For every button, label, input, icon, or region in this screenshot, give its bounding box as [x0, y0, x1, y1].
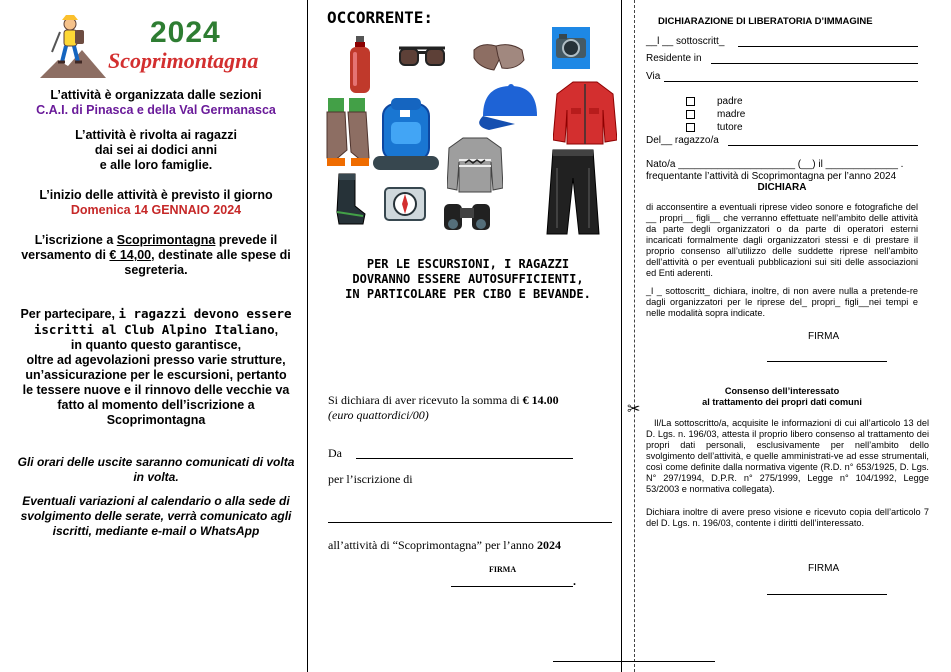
- declares-heading: DICHIARA: [757, 182, 807, 193]
- organizers-block: [10, 88, 302, 118]
- hiker-icon: [38, 12, 108, 80]
- target-line-1: L’attività è rivolta ai ragazzi: [75, 128, 237, 142]
- notice-line-1: PER LE ESCURSIONI, I RAGAZZI: [366, 257, 570, 271]
- times-block: [10, 455, 302, 485]
- privacy-paragraph: Il/La sottoscritto/a, acquisite le informazioni di cui all’articolo 13 del D. Lgs. n. 196/03, attesta il proprio libero consenso al trattamento dei propri dati personali, esclusivamente per nell’ambito dello svolgimento dell’attività, e quelle amministrati-ve ad esse strumentali, così come definite dalla normativa vigente (R.D. n° 653/1925, D. Lgs. N° 297/1994, D.P.R. n° 275/1999, Legge n° 104/1992, Legge 53/2003 e normativa collegata).: [646, 418, 929, 494]
- no-claim-paragraph: _l _ sottoscritt_ dichiara, inoltre, di non avere nulla a pretende-re dagli organizzatori per le riprese del_ propri_ figli__nei tempi e nelle modalità sopra indicate.: [646, 286, 918, 318]
- binoculars-icon: [440, 198, 494, 234]
- notice-line-3: IN PARTICOLARE PER CIBO E BEVANDE.: [345, 287, 591, 301]
- variations-block: [10, 494, 302, 539]
- residence-label: Residente in: [646, 53, 702, 64]
- receipt-text: Si dichiara di aver ricevuto la somma di: [328, 393, 523, 407]
- boots-icon: [325, 96, 371, 170]
- logo-year: 2024: [150, 16, 221, 49]
- cai-club-name: iscritti al Club Alpino Italiano: [33, 322, 275, 337]
- variations-line-3: iscritti, mediante e-mail o WhatsApp: [52, 524, 260, 538]
- receipt-activity-text: all’attività di “Scoprimontagna” per l’anno: [328, 538, 537, 552]
- bottom-line: [553, 661, 715, 662]
- compass-icon: [383, 184, 427, 224]
- receipt-signature-period: .: [573, 574, 576, 588]
- cai-text-mono: i ragazzi devono essere: [118, 306, 292, 321]
- receipt-signature-label: FIRMA: [489, 565, 517, 574]
- column-divider-left: [307, 0, 308, 672]
- times-line-2: in volta.: [133, 470, 179, 484]
- camera-icon: [551, 26, 591, 70]
- release-title: DICHIARAZIONE DI LIBERATORIA D’IMMAGINE: [658, 16, 873, 27]
- signer-label: __l __ sottoscritt_: [646, 36, 725, 47]
- signer-name-field[interactable]: [738, 46, 918, 47]
- checkbox-icon: [686, 123, 695, 132]
- receipt-amount-words: (euro quattordici/00): [328, 408, 429, 422]
- target-line-3: e alle loro famiglie.: [99, 158, 213, 172]
- jacket-icon: [553, 80, 617, 146]
- receipt-amount: € 14.00: [522, 393, 559, 407]
- role-option-label: tutore: [717, 122, 743, 133]
- release-signature-field[interactable]: [767, 361, 887, 362]
- target-line-2: dai sei ai dodici anni: [94, 143, 218, 157]
- cai-block: [10, 306, 302, 428]
- cai-line-7: fatto al momento dell’iscrizione a: [57, 398, 255, 412]
- role-option-label: madre: [717, 109, 746, 120]
- fee-text: versamento di: [21, 248, 110, 262]
- release-signature-label: FIRMA: [808, 331, 840, 342]
- times-line-1: Gli orari delle uscite saranno comunicati di volta: [17, 455, 295, 469]
- role-option-label: padre: [717, 96, 743, 107]
- fee-text: , destinate alle spese di: [151, 248, 291, 262]
- cai-line-8: Scoprimontagna: [106, 413, 206, 427]
- privacy-title-line-1: Consenso dell’interessato: [724, 386, 840, 396]
- variations-line-1: Eventuali variazioni al calendario o alla sede di: [22, 494, 290, 508]
- cai-line-2: [10, 322, 302, 338]
- fee-text: prevede il: [215, 233, 278, 247]
- organizers-line: L’attività è organizzata dalle sezioni: [50, 88, 262, 102]
- variations-line-2: svolgimento delle serate, verrà comunicato agli: [20, 509, 292, 523]
- water-bottle-icon: [346, 36, 374, 94]
- start-date: Domenica 14 GENNAIO 2024: [70, 203, 242, 217]
- role-option-guardian[interactable]: [686, 122, 743, 134]
- cut-line: [634, 0, 635, 672]
- cai-line-1: [10, 306, 302, 322]
- fee-block: [10, 233, 302, 278]
- receipt-for-label: per l’iscrizione di: [328, 472, 413, 486]
- gloves-icon: [472, 40, 526, 74]
- receipt-statement: [328, 393, 559, 423]
- fee-text: L’iscrizione a: [34, 233, 117, 247]
- cap-icon: [475, 82, 545, 134]
- cai-text: Per partecipare,: [20, 307, 119, 321]
- organizers-sections: C.A.I. di Pinasca e della Val Germanasca: [36, 103, 276, 117]
- sock-icon: [333, 172, 367, 226]
- self-sufficiency-notice: [318, 257, 618, 302]
- sweater-icon: [447, 136, 503, 194]
- attendance-line: frequentante l’attività di Scoprimontagna per l’anno 2024: [646, 171, 897, 182]
- birth-field[interactable]: Nato/a _____________________ (__) il _____________ .: [646, 159, 904, 170]
- start-block: [10, 188, 302, 218]
- sunglasses-icon: [397, 44, 447, 70]
- privacy-signature-label: FIRMA: [808, 563, 840, 574]
- receipt-activity-year: 2024: [536, 538, 561, 552]
- child-name-field[interactable]: [728, 145, 918, 146]
- column-divider-right: [621, 0, 622, 672]
- cai-line-5: un’assicurazione per le escursioni, pertanto: [25, 368, 287, 382]
- fee-line-3: segreteria.: [124, 263, 188, 277]
- privacy-rights-paragraph: Dichiara inoltre di avere preso visione e ricevuto copia dell’articolo 7 del D. Lgs. n. 196/03, contente i diritti dell’interessato.: [646, 507, 929, 528]
- cai-text: ,: [274, 323, 279, 337]
- logo: [38, 12, 278, 80]
- target-block: [10, 128, 302, 173]
- residence-field[interactable]: [711, 63, 918, 64]
- cai-line-6: le tessere nuove e il rinnovo delle vecchie va: [22, 383, 290, 397]
- trousers-icon: [543, 148, 603, 236]
- equipment-heading: OCCORRENTE:: [327, 8, 433, 27]
- fee-line-2: [10, 248, 302, 263]
- receipt-line: [328, 393, 559, 408]
- cai-line-3: in quanto questo garantisce,: [70, 338, 242, 352]
- fee-amount: € 14,00: [109, 248, 152, 262]
- receipt-activity-line: [328, 538, 561, 553]
- logo-name: Scoprimontagna: [108, 48, 259, 73]
- street-label: Via: [646, 71, 661, 82]
- privacy-signature-field[interactable]: [767, 594, 887, 595]
- scissors-icon: ✂: [627, 401, 641, 418]
- role-option-mother[interactable]: [686, 109, 745, 121]
- child-label: Del__ ragazzo/a: [646, 135, 719, 146]
- receipt-signature-field[interactable]: [451, 586, 573, 587]
- street-field[interactable]: [664, 81, 918, 82]
- fee-program-name: Scoprimontagna: [116, 233, 216, 247]
- consent-paragraph: di acconsentire a eventuali riprese video sonore e fotografiche del __ propri__ figli__ che verranno effettuate nell’ambito delle attività da parte degli organizzatori o da parte di operatori esterni incaricati formalmente dagli organizzatori stessi e di prestare il proprio consenso all’utilizzo delle suddette riprese nell’ambito dell’attività o per eventuali pubblicazioni sui siti delle associazioni ed Enti aderenti.: [646, 202, 918, 278]
- notice-line-2: DOVRANNO ESSERE AUTOSUFFICIENTI,: [352, 272, 584, 286]
- start-line: L’inizio delle attività è previsto il giorno: [39, 188, 273, 202]
- checkbox-icon: [686, 110, 695, 119]
- receipt-child-name-field[interactable]: [328, 522, 612, 523]
- privacy-title-line-2: al trattamento dei propri dati comuni: [702, 397, 862, 407]
- backpack-icon: [373, 96, 439, 174]
- receipt-from-field[interactable]: [356, 458, 573, 459]
- checkbox-icon: [686, 97, 695, 106]
- role-option-father[interactable]: [686, 96, 743, 108]
- fee-line-1: [10, 233, 302, 248]
- privacy-title: [646, 386, 918, 408]
- receipt-from-label: Da: [328, 446, 342, 460]
- cai-line-4: oltre ad agevolazioni presso varie strutture,: [26, 353, 286, 367]
